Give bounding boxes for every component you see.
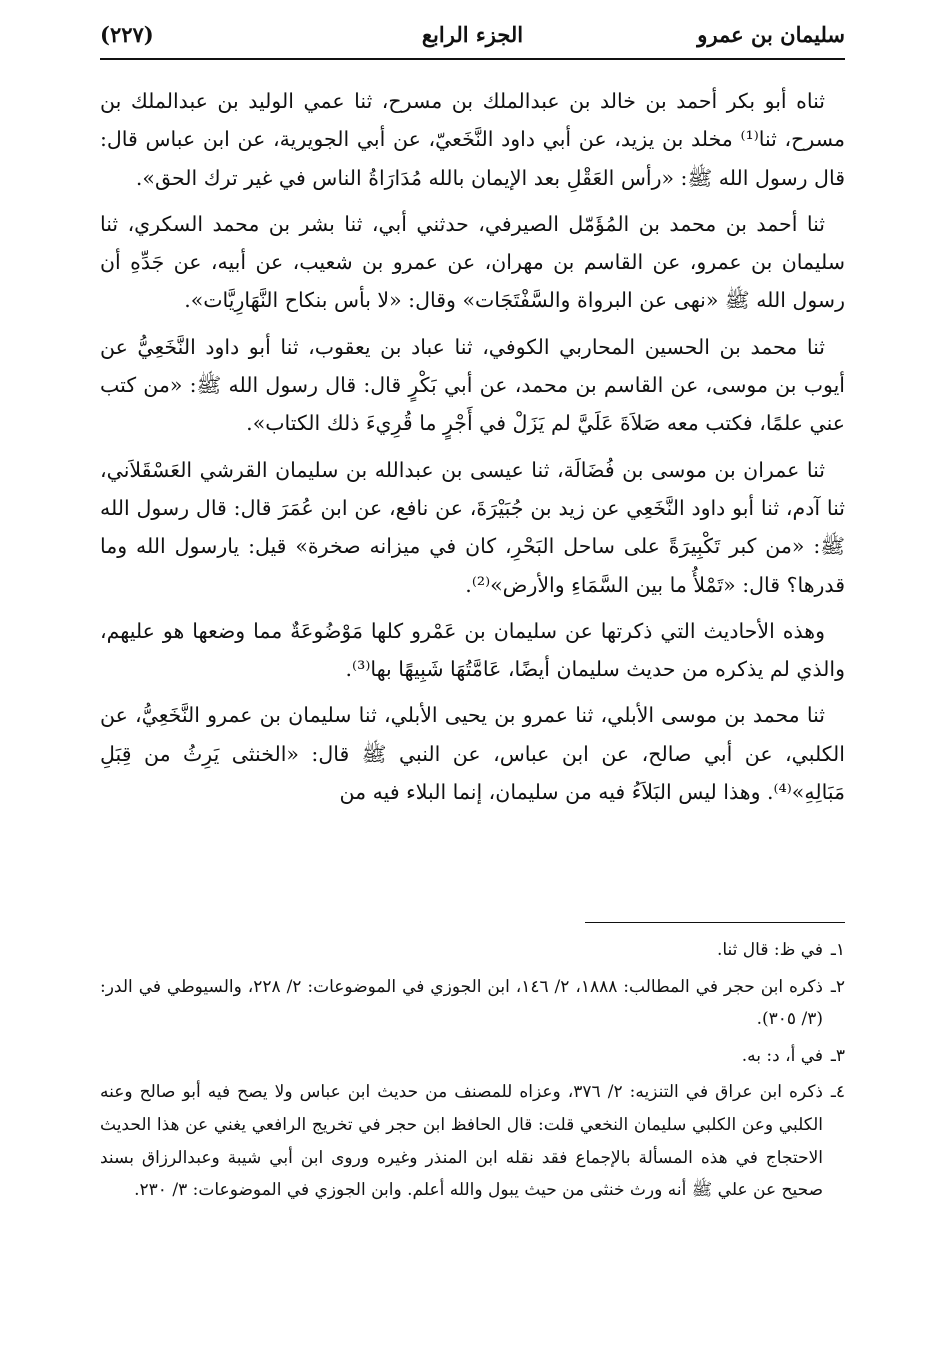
footnote-text: في أ، د: به.	[741, 1045, 823, 1066]
footnote-text: ذكره ابن عراق في التنزيه: ٢/ ٣٧٦، وعزاه للمصنف من حديث ابن عباس ولا يصح فيه أبو صالح وعنه الكلبي وعن الكلبي سليمان النخعي قلت: قال الحافظ ابن حجر في تخريج الرافعي يغني عن هذا الحديث الاحتجاج في هذه المسألة بالإجماع فقد نقله ابن المنذر وغيره وروى ابن أبي شيبة وعبدالرزاق بسند صحيح عن علي ﷺ أنه ورث خنثى من حيث يبول والله أعلم. وابن الجوزي في الموضوعات: ٣/ ٢٣٠.	[100, 1082, 823, 1201]
header-chapter-title: سليمان بن عمرو	[697, 22, 845, 47]
paragraph: وهذه الأحاديث التي ذكرتها عن سليمان بن عَمْرو كلها مَوْضُوعَةٌ مما وضعها هو عليهم، والذي لم يذكره من حديث سليمان أيضًا، عَامَّتُهَا شَبِيهًا بها⁽³⁾.	[100, 618, 845, 682]
paragraph: ثنا عمران بن موسى بن فُضَالَة، ثنا عيسى بن عبدالله بن سليمان القرشي العَسْقَلاَني، ثنا آدم، ثنا أبو داود النَّخَعِي عن زيد بن جُبَيْرَةَ، عن نافع، عن ابن عُمَرَ قال: قال رسول الله ﷺ: «من كبر تَكْبِيرَةً على ساحل البَحْرِ، كان في ميزانه صخرة» قيل: يارسول الله وما قدرها؟ قال: «تَمْلأُ ما بين السَّمَاءِ والأرض»⁽²⁾.	[100, 457, 845, 597]
footnotes	[100, 934, 845, 1211]
footnote	[100, 934, 845, 967]
footnote-number: ٢ـ	[830, 976, 845, 997]
footnote-number: ٤ـ	[830, 1082, 845, 1103]
header-volume: الجزء الرابع	[421, 22, 524, 47]
footnote-text: ذكره ابن حجر في المطالب: ١٨٨٨، ٢/ ١٤٦، ابن الجوزي في الموضوعات: ٢/ ٢٢٨، والسيوطي في الدر: (٣/ ٣٠٥).	[100, 976, 823, 1030]
footnote-number: ٣ـ	[830, 1045, 845, 1066]
footnote	[100, 971, 845, 1036]
footnote	[100, 1076, 845, 1206]
footnote-number: ١ـ	[830, 940, 845, 960]
paragraph: ثنا محمد بن موسى الأبلي، ثنا عمرو بن يحيى الأبلي، ثنا سليمان بن عمرو النَّخَعِيُّ، عن الكلبي، عن أبي صالح، عن ابن عباس، عن النبي ﷺ قال: «الخنثى يَرِثُ من قِبَلِ مَبَالِهِ»⁽⁴⁾. وهذا ليس البَلاَءُ فيه من سليمان، إنما البلاء فيه من	[100, 703, 845, 805]
footnote-rule	[585, 922, 845, 923]
main-text	[100, 82, 845, 819]
header-page-number: (٢٢٧)	[100, 22, 154, 47]
paragraph: ثناه أبو بكر أحمد بن خالد بن عبدالملك بن مسرح، ثنا عمي الوليد بن عبدالملك بن مسرح، ثنا⁽¹⁾ مخلد بن يزيد، عن أبي داود النَّخَعيّ، عن أبي الجويرية، عن ابن عباس قال: قال رسول الله ﷺ: «رأس العَقْلِ بعد الإيمان بالله مُدَارَاةُ الناس في غير ترك الحق».	[100, 89, 845, 190]
paragraph: ثنا محمد بن الحسين المحاربي الكوفي، ثنا عباد بن يعقوب، ثنا أبو داود النَّخَعِيُّ عن أيوب بن موسى، عن القاسم بن محمد، عن أبي بَكْرٍ قال: قال رسول الله ﷺ: «من كتب عني علمًا، فكتب معه صَلاَةَ عَلَيَّ لم يَزَلْ في أَجْرٍ ما قُرِيءَ ذلك الكتاب».	[100, 334, 845, 436]
footnote-text: في ظ: قال ثنا.	[716, 940, 823, 960]
page-header	[100, 22, 845, 56]
paragraph: ثنا أحمد بن محمد بن المُؤَمّل الصيرفي، حدثني أبي، ثنا بشر بن محمد السكري، ثنا سليمان بن عمرو، عن القاسم بن مهران، عن عمرو بن شعيب، عن أبيه، عن جَدِّهِ أن رسول الله ﷺ «نهى عن البرواة والسَّفْتَجَات» وقال: «لا بأس بنكاح النَّهَارِيَّات».	[100, 211, 845, 313]
header-rule	[100, 58, 845, 60]
footnote	[100, 1040, 845, 1073]
